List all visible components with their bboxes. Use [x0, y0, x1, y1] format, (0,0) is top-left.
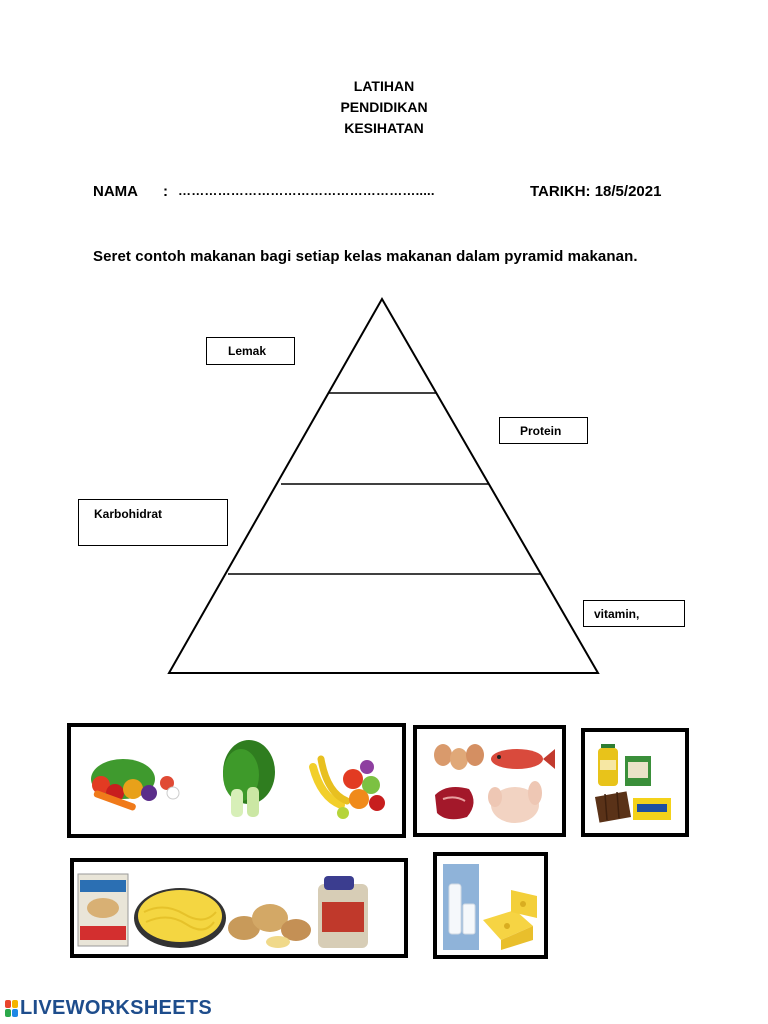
food-card-dairy[interactable] [433, 852, 548, 959]
food-card-fats-sweets[interactable] [581, 728, 689, 837]
label-lemak[interactable] [206, 337, 295, 365]
food-card-carbohydrates[interactable] [70, 858, 408, 958]
mixed-vegetables-image [91, 759, 179, 811]
label-karbohidrat-text: Karbohidrat [94, 507, 163, 521]
liveworksheets-brand[interactable] [4, 997, 212, 1020]
brand-name: LIVEWORKSHEETS [20, 997, 212, 1019]
name-blank-line[interactable]: ………………………………………………..... [178, 183, 435, 198]
label-protein-text: Protein [520, 424, 562, 438]
fruit-basket-image [313, 759, 385, 819]
title-line-1: LATIHAN [353, 78, 415, 94]
name-colon: : [163, 183, 168, 200]
label-lemak-text: Lemak [228, 344, 267, 358]
food-card-protein[interactable] [413, 725, 566, 837]
eggs-image [434, 744, 484, 770]
label-vitamin[interactable] [583, 600, 685, 627]
noodles-image [134, 888, 226, 948]
logo-square-4 [12, 1009, 18, 1017]
fish-image [491, 749, 555, 769]
label-vitamin-text: vitamin, [594, 607, 640, 621]
chocolate-image [595, 791, 631, 822]
title-line-2: PENDIDIKAN [340, 99, 428, 115]
title-line-3: KESIHATAN [344, 120, 424, 136]
logo-square-3 [5, 1009, 11, 1017]
butter-image [633, 798, 671, 820]
logo-square-1 [5, 1000, 11, 1008]
cheese-image [483, 890, 537, 950]
date-label: TARIKH: 18/5/2021 [530, 183, 662, 200]
logo-square-2 [12, 1000, 18, 1008]
cereal-box-image [78, 874, 128, 946]
label-protein[interactable] [499, 417, 588, 444]
name-label: NAMA [93, 183, 138, 200]
bok-choy-image [223, 740, 275, 817]
chicken-image [488, 781, 542, 823]
food-card-vegetables-fruits[interactable] [67, 723, 406, 838]
milk-image [443, 864, 479, 950]
bread-image [318, 876, 368, 948]
margarine-image [625, 756, 651, 786]
potatoes-image [228, 904, 311, 948]
red-meat-image [435, 787, 474, 819]
cooking-oil-image [598, 744, 618, 786]
instruction-text: Seret contoh makanan bagi setiap kelas makanan dalam pyramid makanan. [93, 248, 638, 265]
liveworksheets-logo-icon [4, 1000, 18, 1018]
label-karbohidrat[interactable] [78, 499, 228, 546]
